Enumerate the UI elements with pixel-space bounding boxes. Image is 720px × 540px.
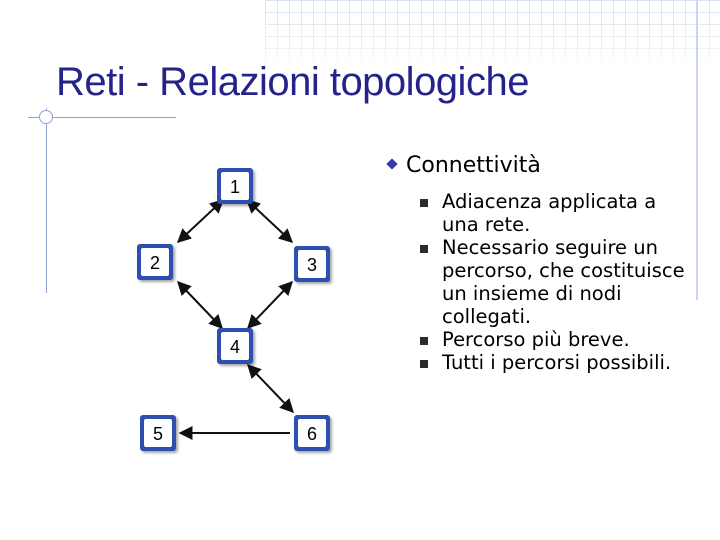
node-5-label: 5 bbox=[152, 424, 164, 444]
list-item bbox=[420, 236, 718, 328]
network-graph bbox=[130, 160, 340, 460]
node-6-label: 6 bbox=[306, 424, 318, 444]
left-rule bbox=[46, 108, 47, 293]
list-item bbox=[420, 351, 718, 374]
edge-1-3 bbox=[247, 200, 292, 242]
diamond-bullet-icon bbox=[386, 158, 397, 169]
node-3-label: 3 bbox=[306, 255, 318, 275]
edge-4-6 bbox=[248, 365, 293, 412]
square-bullet-icon bbox=[420, 245, 428, 253]
bullet-heading-row bbox=[388, 152, 718, 180]
slide-title: Reti - Relazioni topologiche bbox=[56, 60, 529, 104]
list-item-text: Percorso più breve. bbox=[442, 328, 630, 351]
crosshair-icon bbox=[39, 110, 53, 124]
list-item-text: Tutti i percorsi possibili. bbox=[442, 351, 672, 374]
node-1-label: 1 bbox=[229, 177, 241, 197]
sub-bullet-list bbox=[388, 190, 718, 374]
node-4-label: 4 bbox=[229, 337, 241, 357]
node-3 bbox=[294, 246, 330, 282]
node-5 bbox=[140, 415, 176, 451]
node-4 bbox=[217, 328, 253, 364]
bullet-list bbox=[388, 152, 718, 374]
list-item bbox=[420, 328, 718, 351]
edge-3-4 bbox=[248, 282, 292, 328]
square-bullet-icon bbox=[420, 337, 428, 345]
grid-fade bbox=[265, 0, 720, 60]
edge-1-2 bbox=[178, 200, 223, 242]
node-2-label: 2 bbox=[149, 253, 161, 273]
node-1 bbox=[217, 168, 253, 204]
list-item-text: Necessario seguire un percorso, che costituisce un insieme di nodi collegati. bbox=[442, 236, 685, 328]
square-bullet-icon bbox=[420, 199, 428, 207]
node-2 bbox=[137, 244, 173, 280]
bullet-heading: Connettività bbox=[406, 153, 541, 178]
square-bullet-icon bbox=[420, 360, 428, 368]
node-6 bbox=[294, 415, 330, 451]
list-item-text: Adiacenza applicata a una rete. bbox=[442, 190, 657, 236]
list-item bbox=[420, 190, 718, 236]
edge-2-4 bbox=[178, 282, 222, 328]
